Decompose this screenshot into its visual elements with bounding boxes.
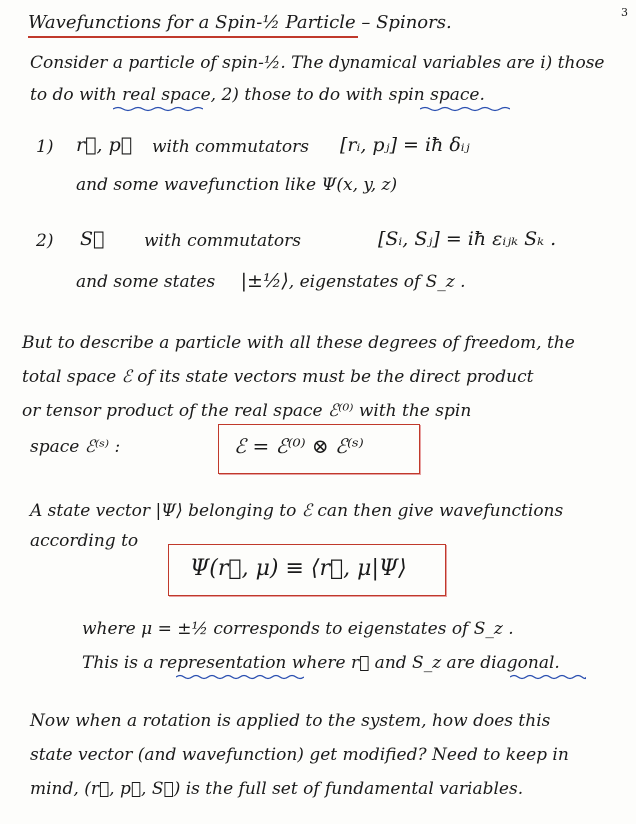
page-title: Wavefunctions for a Spin-½ Particle – Spinors. xyxy=(28,12,452,33)
para4-line-3: mind, (r⃗, p⃗, S⃗) is the full set of fundamental variables. xyxy=(30,779,524,799)
item1-line-2: and some wavefunction like Ψ(x, y, z) xyxy=(76,175,398,195)
spin-space-term: spin space xyxy=(388,85,480,105)
item2-label: 2) xyxy=(36,231,54,251)
representation-term: representation xyxy=(158,653,287,673)
para3-line-1: A state vector |Ψ⟩ belonging to ℰ can then give wavefunctions xyxy=(30,501,564,521)
wavefunction-formula: Ψ(r⃗, μ) ≡ ⟨r⃗, μ|Ψ⟩ xyxy=(190,556,407,581)
para2-line-3: or tensor product of the real space ℰ⁽⁰⁾ with the spin xyxy=(22,401,472,421)
item2-text-a: and some states xyxy=(76,272,216,292)
real-space-term: real space xyxy=(122,85,211,105)
para4-line-2: state vector (and wavefunction) get modified? Need to keep in xyxy=(30,745,569,765)
item1-text: with commutators xyxy=(152,137,310,157)
para4-line-1: Now when a rotation is applied to the system, how does this xyxy=(30,711,551,731)
diagonal-wavy-underline xyxy=(510,674,586,680)
item2-text-c: , eigenstates of S_z . xyxy=(288,272,466,292)
representation-wavy-underline xyxy=(176,674,304,680)
intro-line-1: Consider a particle of spin-½. The dynamical variables are i) those xyxy=(30,53,605,73)
para2-line-4: space ℰ⁽ˢ⁾ : xyxy=(30,437,121,457)
item2-line-2 xyxy=(76,270,466,293)
para3-line-2: according to xyxy=(30,531,139,551)
title-underline xyxy=(28,36,358,38)
spin-space-wavy-underline xyxy=(420,106,510,112)
real-space-wavy-underline xyxy=(113,106,203,112)
intro-line-2: to do with real space, 2) those to do with spin space. xyxy=(30,85,485,105)
diagonal-term: diagonal xyxy=(480,653,555,673)
intro-text-c: , 2) those to do with xyxy=(210,85,384,105)
item2-commutator: [Sᵢ, Sⱼ] = iħ εᵢⱼₖ Sₖ . xyxy=(378,228,557,250)
para3-line-4: This is a representation where r⃗ and S_z are diagonal. xyxy=(82,653,560,673)
intro-text-a: to do with xyxy=(30,85,117,105)
item2-vars: S⃗ xyxy=(80,228,105,250)
para3-line-3: where μ = ±½ corresponds to eigenstates of S_z . xyxy=(82,619,514,639)
item2-text: with commutators xyxy=(144,231,302,251)
para2-line-2: total space ℰ of its state vectors must be the direct product xyxy=(22,367,534,387)
item1-commutator: [rᵢ, pⱼ] = iħ δᵢⱼ xyxy=(340,134,470,156)
page-number: 3 xyxy=(621,6,628,19)
para3-text-a: This is a xyxy=(82,653,154,673)
para2-line-1: But to describe a particle with all these degrees of freedom, the xyxy=(22,333,575,353)
item1-label: 1) xyxy=(36,137,54,157)
spin-states: |±½⟩ xyxy=(240,270,289,292)
product-space-formula: ℰ = ℰ⁽⁰⁾ ⊗ ℰ⁽ˢ⁾ xyxy=(234,434,364,458)
para3-text-c: where r⃗ and S_z are xyxy=(286,653,475,673)
item1-vars: r⃗, p⃗ xyxy=(76,134,133,156)
